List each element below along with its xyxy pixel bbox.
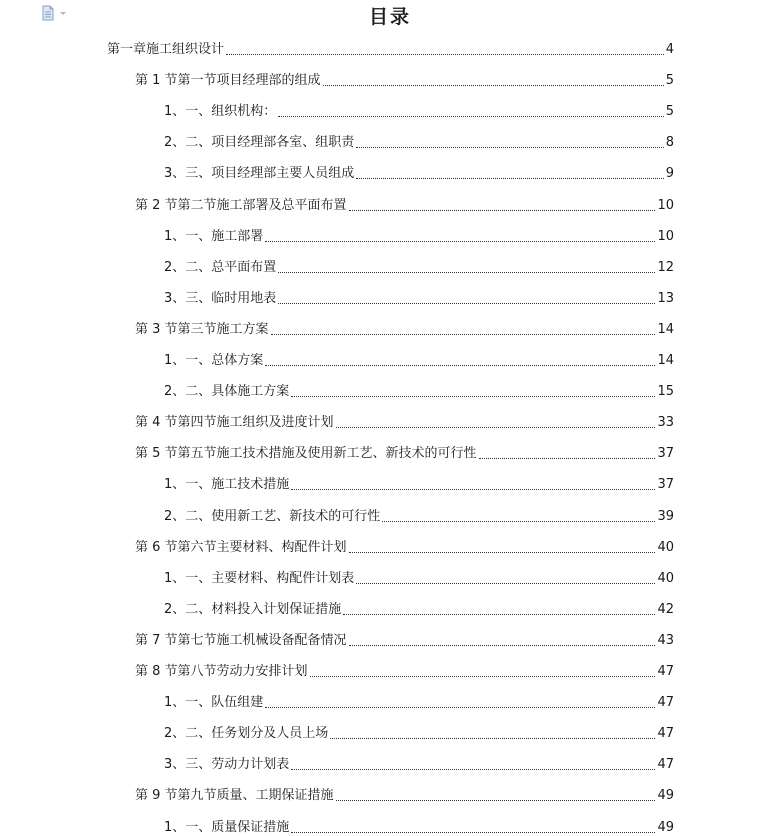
toc-entry-page: 5	[665, 104, 674, 120]
toc-entry[interactable]	[164, 349, 674, 369]
toc-entry-number: 2、	[164, 259, 186, 275]
toc-dot-leader	[349, 552, 656, 553]
toc-entry-title: 二、使用新工艺、新技术的可行性	[185, 508, 381, 524]
toc-entry-number: 第 2 节	[135, 197, 178, 213]
toc-entry-number: 3、	[164, 757, 186, 773]
toc-entry-number: 第 3 节	[135, 321, 178, 337]
toc-dot-leader	[349, 210, 656, 211]
toc-entry-title: 三、劳动力计划表	[185, 757, 290, 773]
toc-entry-title: 一、施工部署	[185, 228, 264, 244]
toc-entry[interactable]	[164, 131, 674, 151]
toc-entry-title: 二、项目经理部各室、组职责	[185, 135, 355, 151]
toc-dot-leader	[265, 241, 655, 242]
toc-entry-title: 第二节施工部署及总平面布置	[177, 197, 347, 213]
toc-dot-leader	[278, 272, 655, 273]
page-title: 目录	[368, 6, 411, 28]
toc-entry[interactable]	[164, 256, 674, 276]
toc-dot-leader	[291, 489, 655, 490]
toc-entry-number: 第 7 节	[135, 632, 178, 648]
toc-entry-page: 14	[657, 321, 674, 337]
toc-entry-number: 第 9 节	[135, 788, 178, 804]
toc-entry-title: 二、总平面布置	[185, 259, 277, 275]
toc-entry-number: 1、	[164, 104, 186, 120]
toc-entry[interactable]	[164, 100, 674, 120]
toc-dot-leader	[356, 583, 655, 584]
toc-dot-leader	[265, 707, 655, 708]
toc-entry-title: 三、项目经理部主要人员组成	[185, 166, 355, 182]
toc-entry-page: 37	[657, 477, 674, 493]
toc-entry-page: 47	[657, 664, 674, 679]
toc-entry-page: 47	[657, 757, 674, 773]
toc-entry-number: 2、	[164, 726, 186, 742]
toc-dot-leader	[356, 147, 663, 148]
toc-entry[interactable]	[135, 318, 674, 338]
toc-entry-number: 1、	[164, 228, 186, 244]
toc-entry-number: 1、	[164, 695, 186, 711]
toc-entry-title: 第六节主要材料、构配件计划	[177, 539, 347, 555]
toc-dot-leader	[278, 303, 655, 304]
toc-entry-number: 第 6 节	[135, 539, 178, 555]
toc-dot-leader	[349, 645, 656, 646]
toc-entry-title: 第七节施工机械设备配备情况	[177, 632, 347, 648]
toc-entry[interactable]	[135, 194, 674, 214]
toc-entry-page: 47	[657, 695, 674, 711]
toc-entry-title: 一、主要材料、构配件计划表	[185, 570, 355, 586]
toc-entry-page: 43	[657, 632, 674, 648]
toc-dot-leader	[271, 334, 656, 335]
toc-entry[interactable]	[164, 380, 674, 400]
toc-entry-page: 40	[657, 570, 674, 586]
toc-entry[interactable]	[164, 473, 674, 493]
toc-entry[interactable]	[164, 505, 674, 525]
toc-entry[interactable]	[164, 225, 674, 245]
toc-entry-number: 1、	[164, 477, 186, 493]
toc-entry[interactable]	[107, 38, 674, 58]
toc-entry-number: 第一章	[107, 42, 147, 57]
toc-entry-title: 第九节质量、工期保证措施	[177, 788, 334, 804]
toc-dot-leader	[291, 769, 655, 770]
toc-dot-leader	[356, 178, 663, 179]
toc-entry[interactable]	[135, 536, 674, 556]
toc-entry-title: 第四节施工组织及进度计划	[177, 415, 334, 431]
toc-entry-page: 14	[657, 353, 674, 368]
toc-entry-page: 33	[657, 415, 674, 431]
toc-entry-page: 49	[657, 788, 674, 804]
toc-entry-title: 二、具体施工方案	[185, 384, 290, 400]
toc-entry-number: 第 1 节	[135, 73, 178, 89]
toc-entry-number: 第 8 节	[135, 664, 178, 679]
toc-entry-title: 第八节劳动力安排计划	[177, 664, 308, 679]
toc-dot-leader	[278, 116, 663, 117]
toc-entry[interactable]	[164, 598, 674, 618]
toc-entry-page: 9	[665, 166, 674, 182]
toc-entry[interactable]	[135, 784, 674, 804]
toc-entry-page: 12	[657, 259, 674, 275]
toc-entry-title: 施工组织设计	[146, 42, 225, 57]
toc-entry[interactable]	[135, 411, 674, 431]
toc-dot-leader	[343, 614, 655, 615]
toc-dot-leader	[265, 365, 655, 366]
toc-entry-title: 一、施工技术措施	[185, 477, 290, 493]
toc-entry-number: 2、	[164, 601, 186, 617]
toc-entry-title: 一、质量保证措施	[185, 819, 290, 835]
toc-entry-page: 13	[657, 290, 674, 306]
toc-entry-number: 2、	[164, 508, 186, 524]
toc-entry[interactable]	[135, 629, 674, 649]
toc-entry-page: 42	[657, 601, 674, 617]
toc-entry-page: 49	[657, 819, 674, 835]
toc-dot-leader	[291, 396, 655, 397]
toc-dot-leader	[382, 521, 655, 522]
toc-entry-number: 第 4 节	[135, 415, 178, 431]
toc-dot-leader	[330, 738, 655, 739]
toc-entry-page: 4	[665, 42, 674, 57]
toc-entry-number: 1、	[164, 819, 186, 835]
toc-entry-title: 一、总体方案	[185, 353, 264, 368]
toc-entry[interactable]	[164, 691, 674, 711]
toc-dot-leader	[336, 427, 656, 428]
toc-entry[interactable]	[135, 69, 674, 89]
toc-entry-title: 一、组织机构：	[185, 104, 277, 120]
toc-entry-title: 第三节施工方案	[177, 321, 269, 337]
toc-entry-page: 15	[657, 384, 674, 400]
toc-dot-leader	[310, 676, 656, 677]
toc-entry-number: 2、	[164, 135, 186, 151]
toc-entry-title: 一、队伍组建	[185, 695, 264, 711]
toc-entry[interactable]	[135, 660, 674, 680]
toc-entry-page: 37	[657, 446, 674, 462]
toc-entry[interactable]	[164, 287, 674, 307]
toc-entry[interactable]	[164, 567, 674, 587]
toc-entry[interactable]	[135, 442, 674, 462]
toc-entry-page: 10	[657, 228, 674, 244]
toc-entry[interactable]	[164, 753, 674, 773]
toc-entry-page: 8	[665, 135, 674, 151]
toc-entry-page: 5	[665, 73, 674, 89]
toc-entry[interactable]	[164, 162, 674, 182]
toc-entry-title: 二、材料投入计划保证措施	[185, 601, 342, 617]
toc-entry-number: 1、	[164, 353, 186, 368]
toc-entry-number: 1、	[164, 570, 186, 586]
toc-entry-title: 二、任务划分及人员上场	[185, 726, 329, 742]
toc-entry-page: 39	[657, 508, 674, 524]
toc-dot-leader	[336, 800, 656, 801]
toc-dot-leader	[226, 54, 664, 55]
toc-dot-leader	[323, 85, 664, 86]
toc-entry-page: 47	[657, 726, 674, 742]
toc-entry-title: 第一节项目经理部的组成	[177, 73, 321, 89]
toc-dot-leader	[479, 458, 656, 459]
toc-entry-number: 3、	[164, 166, 186, 182]
toc-entry[interactable]	[164, 816, 674, 836]
toc-dot-leader	[291, 832, 655, 833]
toc-entry-number: 第 5 节	[135, 446, 178, 462]
toc-entry-page: 40	[657, 539, 674, 555]
toc-entry-title: 三、临时用地表	[185, 290, 277, 306]
toc-entry-number: 3、	[164, 290, 186, 306]
toc-entry-title: 第五节施工技术措施及使用新工艺、新技术的可行性	[177, 446, 477, 462]
toc-entry[interactable]	[164, 722, 674, 742]
toc-entry-page: 10	[657, 197, 674, 213]
toc-entry-number: 2、	[164, 384, 186, 400]
